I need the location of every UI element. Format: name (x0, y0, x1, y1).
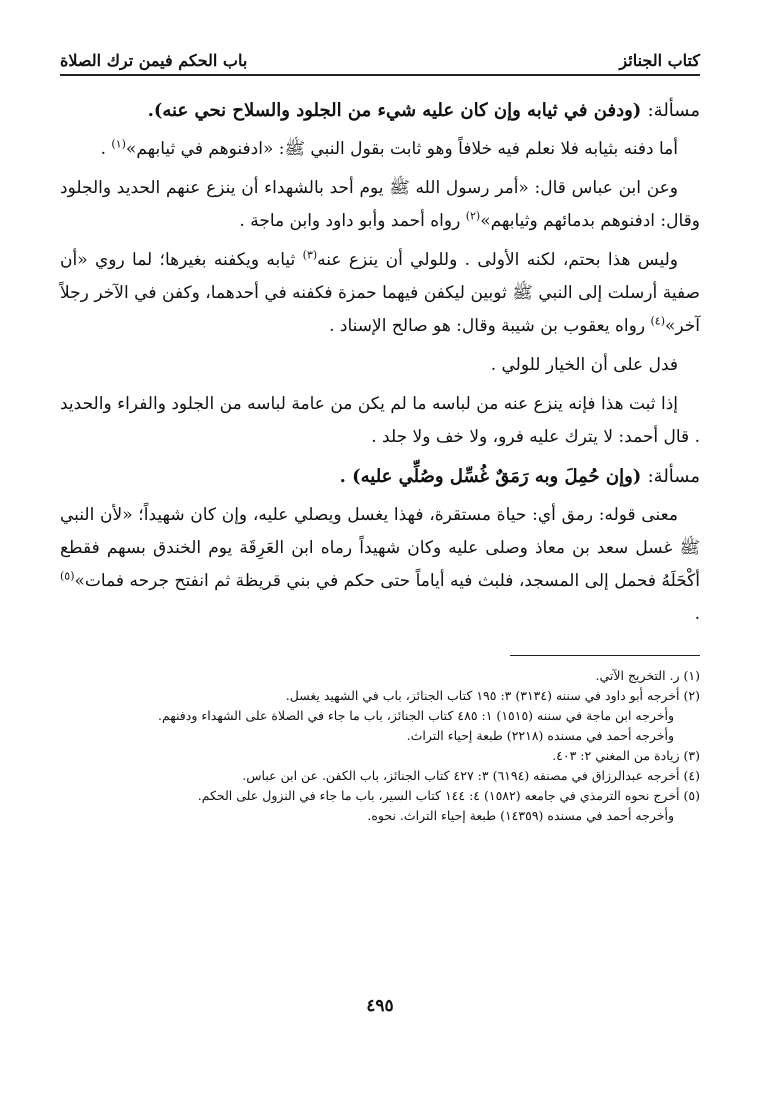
footnotes (60, 666, 700, 826)
book-title: كتاب الجنائز (619, 51, 700, 70)
footnote-continuation: وأخرجه أحمد في مسنده (٢٢١٨) طبعة إحياء التراث. (406, 728, 674, 743)
paragraph-text: . (694, 604, 700, 624)
footnote: (٥) أخرج نحوه الترمذي في جامعه (١٥٨٢) ٤: ١٤٤ كتاب السير، باب ما جاء في النزول على الحكم. (197, 788, 700, 803)
masala-heading (60, 460, 700, 493)
paragraph (60, 388, 700, 454)
masala-text: (وإن حُمِلَ وبه رَمَقٌ غُسِّل وصُلِّي عليه) . (339, 466, 642, 487)
paragraph-text: أما دفنه بثيابه فلا نعلم فيه خلافاً وهو ثابت بقول النبي ﷺ: «ادفنوهم في ثيابهم» (125, 139, 678, 159)
footnote: (٢) أخرجه أبو داود في سننه (٣١٣٤) ٣: ١٩٥ كتاب الجنائز، باب في الشهيد يغسل. (285, 688, 700, 703)
paragraph (60, 349, 700, 382)
paragraph-text: فدل على أن الخيار للولي . (490, 355, 678, 375)
footnote-divider (510, 655, 700, 656)
paragraph-text: إذا ثبت هذا فإنه ينزع عنه من لباسه ما لم يكن من عامة لباسه من الجلود والفراء والحديد . قال أحمد: لا يترك عليه فرو، ولا خف ولا جلد . (60, 394, 700, 447)
footnote-ref[interactable]: (٤) (650, 314, 665, 328)
footnote: (١) ر. التخريج الآتي. (595, 668, 700, 683)
paragraph-text: وعن ابن عباس قال: «أمر رسول الله ﷺ يوم أحد بالشهداء أن ينزع عنهم الحديد والجلود وقال: ادفنوهم بدمائهم وثيابهم» (60, 178, 700, 231)
footnote-ref[interactable]: (١) (111, 137, 126, 151)
main-text (60, 94, 700, 631)
footnote-ref[interactable]: (٥) (60, 569, 75, 583)
footnote-continuation: وأخرجه أحمد في مسنده (١٤٣٥٩) طبعة إحياء التراث. نحوه. (367, 808, 674, 823)
header-divider (60, 74, 700, 76)
footnote-ref[interactable]: (٣) (302, 248, 318, 262)
paragraph (60, 244, 700, 343)
masala-label: مسألة: (647, 100, 700, 121)
masala-label: مسألة: (647, 466, 700, 487)
paragraph (60, 133, 700, 166)
masala-heading (60, 94, 700, 127)
paragraph (60, 499, 700, 631)
paragraph (60, 172, 700, 238)
paragraph-text: رواه أحمد وأبو داود وابن ماجة . (239, 211, 466, 231)
paragraph-text: وليس هذا بحتم، لكنه الأولى . وللولي أن ينزع عنه (317, 250, 678, 270)
masala-text: (ودفن في ثيابه وإن كان عليه شيء من الجلود والسلاح نحي عنه). (147, 100, 642, 121)
footnote: (٤) أخرجه عبدالرزاق في مصنفه (٦١٩٤) ٣: ٤٢٧ كتاب الجنائز، باب الكفن. عن ابن عباس. (242, 768, 700, 783)
paragraph-text: معنى قوله: رمق أي: حياة مستقرة، فهذا يغسل ويصلي عليه، وإن كان شهيداً؛ «لأن النبي ﷺ غسل سعد بن معاذ وصلى عليه وكان شهيداً رماه ابن العَرِقَة يوم الخندق بسهم فقطع أكْحَلَهُ فحمل إلى المسجد، فلبث فيه أياماً حتى حكم في بني قريظة ثم انفتح جرحه فمات» (60, 505, 700, 591)
paragraph-text: رواه يعقوب بن شيبة وقال: هو صالح الإسناد . (329, 316, 651, 336)
paragraph-text: ثيابه ويكفنه بغيرها؛ لما روي «أن صفية أرسلت إلى النبي ﷺ ثوبين ليكفن فيهما حمزة فكفنه في أحدهما، وكفن في الآخر رجلاً آخر» (60, 250, 700, 336)
paragraph-text: . (100, 139, 112, 159)
footnote: (٣) زيادة من المغني ٢: ٤٠٣. (552, 748, 700, 763)
footnote-ref[interactable]: (٢) (465, 209, 481, 223)
running-header (60, 34, 700, 74)
page-number: ٤٩٥ (366, 996, 394, 1016)
chapter-title: باب الحكم فيمن ترك الصلاة (60, 51, 248, 70)
book-page (60, 34, 700, 1074)
footnote-continuation: وأخرجه ابن ماجة في سننه (١٥١٥) ١: ٤٨٥ كتاب الجنائز، باب ما جاء في الصلاة على الشهداء ودفنهم. (157, 708, 674, 723)
